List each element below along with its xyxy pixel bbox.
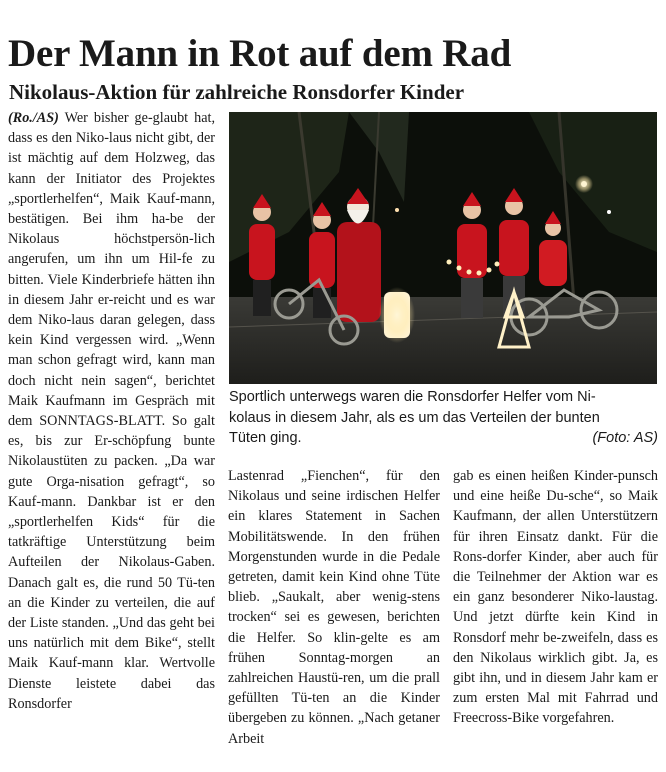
column-1-text: Wer bisher ge-glaubt hat, dass es den Niko-laus nicht gibt, der ist mächtig auf dem Holzweg, das kann der Initiator des Projektes „sportlerhelfen“, Maik Kauf-mann, bestätigen. Bei ihm ha-be der Nikolaus höchstpersön-lich angerufen, um ihn um Hil-fe zu bitten. Viele Kinderbriefe hätten ihn in diesem Jahr er-reicht und es war dem Niko-laus daran gelegen, dass kein Kind vergessen wird. „Wenn man schon gefragt wird, kann man doch nicht nein sagen“, berichtet Maik Kaufmann im Gespräch mit dem SONNTAGS-BLATT. So galt es, bis zur Er-schöpfung bunte Nikolaustüten zu packen. „Da war gute Orga-nisation gefragt“, so Kauf-mann. Dankbar ist er den „sportlerhelfen Kids“ für die tatkräftige Unterstützung beim Aufteilen der Nikolaus-Gaben. Danach galt es, die rund 50 Tü-ten an die Kinder zu verteilen, die auf der Liste standen. „Und das geht bei uns natürlich mit dem Bike“, stellt Maik Kauf-mann klar. Wertvolle Dienste leistete dabei das Ronsdorfer bbox=[8, 110, 216, 712]
caption-line-2: kolaus in diesem Jahr, als es um das Verteilen der bunten bbox=[229, 409, 600, 426]
article-column-1 bbox=[8, 108, 215, 714]
article-byline: (Ro./AS) bbox=[8, 110, 59, 126]
caption-line-1: Sportlich unterwegs waren die Ronsdorfer Helfer vom Ni- bbox=[229, 389, 596, 405]
column-2-text: Lastenrad „Fienchen“, für den Nikolaus und seine irdischen Helfer ein klares Statement in Sachen Mobilitätswende. In den frühen Morgenstunden wurde in die Pedale getreten, damit kein Kind ohne Tüte blieb. „Saukalt, aber wenig-stens trocken“ sei es gewesen, berichten die Helfer. So klin-gelte es am frühen Sonntag-morgen an zahlreichen Haustü-ren, um die prall gefüllten Tü-ten an die Kinder übergeben zu können. „Nach getaner Arbeit bbox=[228, 468, 440, 747]
caption-line-3-row bbox=[229, 428, 658, 449]
photo-caption bbox=[229, 387, 658, 449]
photo-credit: (Foto: AS) bbox=[592, 430, 658, 446]
article-column-3 bbox=[453, 466, 658, 729]
column-3-text: gab es einen heißen Kinder-punsch und eine heiße Du-sche“, so Maik Kaufmann, der allen Unterstützern für ihren Einsatz dankt. Für die Rons-dorfer Kinder, aber auch für die Teilnehmer der Aktion war es ein ganz besonderer Niko-laustag. Und jetzt dürfte kein Kind in Ronsdorf mehr be-zweifeln, dass es den Nikolaus wirklich gibt. Ja, es gibt ihn, und in diesem Jahr kam er zum ersten Mal mit Fahrrad und Freecross-Bike vorgefahren. bbox=[453, 468, 658, 727]
photo-illustration bbox=[229, 112, 657, 384]
article-subheadline: Nikolaus-Aktion für zahlreiche Ronsdorfer Kinder bbox=[9, 80, 465, 105]
caption-line-3: Tüten ging. bbox=[229, 430, 302, 446]
article-photo bbox=[229, 112, 657, 384]
article-headline: Der Mann in Rot auf dem Rad bbox=[8, 32, 512, 76]
article-column-2 bbox=[228, 466, 440, 749]
